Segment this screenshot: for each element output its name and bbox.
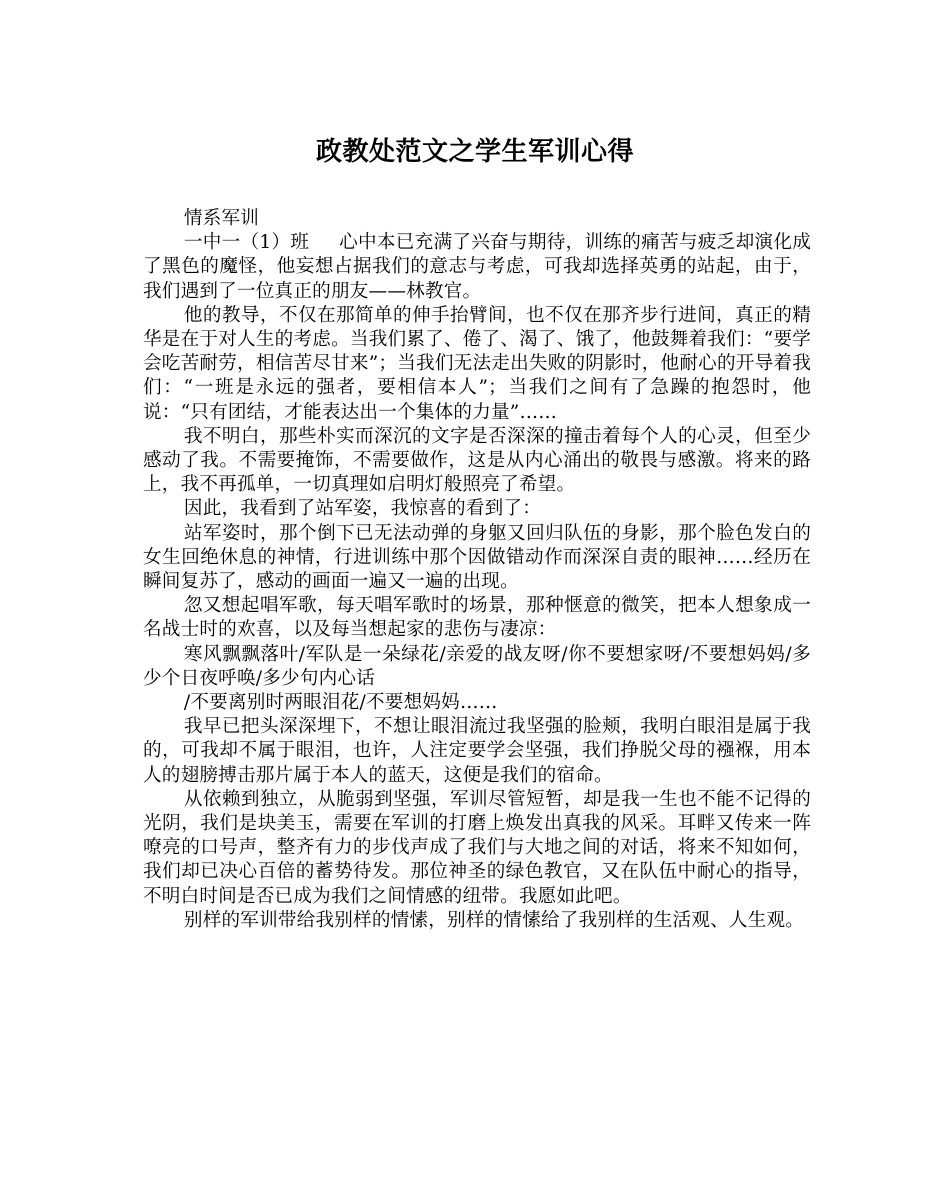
paragraph-8: 从依赖到独立，从脆弱到坚强，军训尽管短暂，却是我一生也不能不记得的光阴，我们是块美玉，需要在军训的打磨上焕发出真我的风采。耳畔又传来一阵嘹亮的口号声，整齐有力的步伐声成了我们与大地之间的对话，将来不知如何，我们却已决心百倍的蓄势待发。那位神圣的绿色教官，又在队伍中耐心的指导，不明白时间是否已成为我们之间情感的纽带。我愿如此吧。 (143, 788, 811, 907)
paragraph-4: 因此，我看到了站军姿，我惊喜的看到了： (183, 498, 541, 520)
paragraph-2: 他的教导，不仅在那简单的伸手抬臂间，也不仅在那齐步行进间，真正的精华是在于对人生的考虑。当我们累了、倦了、渴了、饿了，他鼓舞着我们：“要学会吃苦耐劳，相信苦尽甘来”；当我们无法走出失败的阴影时，他耐心的开导着我们：“一班是永远的强者，要相信本人”；当我们之间有了急躁的抱怨时，他说：“只有团结，才能表达出一个集体的力量”…… (143, 304, 811, 423)
song-lyrics-1: 寒风飘飘落叶/军队是一朵绿花/亲爱的战友呀/你不要想家呀/不要想妈妈/多少个日夜呼唤/多少句内心话 (143, 643, 811, 689)
paragraph-9: 别样的军训带给我别样的情愫，别样的情愫给了我别样的生活观、人生观。 (183, 909, 805, 931)
paragraph-1: 心中本已充满了兴奋与期待，训练的痛苦与疲乏却演化成了黑色的魔怪，他妄想占据我们的意志与考虑，可我却选择英勇的站起，由于，我们遇到了一位真正的朋友——林教官。 (143, 232, 811, 302)
paragraph-6: 忽又想起唱军歌，每天唱军歌时的场景，那种惬意的微笑，把本人想象成一名战士时的欢喜，以及每当想起家的悲伤与凄凉： (143, 595, 811, 641)
paragraph-intro (143, 231, 811, 304)
paragraph-7: 我早已把头深深埋下，不想让眼泪流过我坚强的脸颊，我明白眼泪是属于我的，可我却不属于眼泪，也许，人注定要学会坚强，我们挣脱父母的襁褓，用本人的翅膀搏击那片属于本人的蓝天，这便是我们的宿命。 (143, 716, 811, 786)
song-lyrics-2: /不要离别时两眼泪花/不要想妈妈…… (183, 692, 498, 714)
document-body (143, 207, 811, 933)
document-subtitle: 情系军训 (183, 208, 260, 229)
paragraph-3: 我不明白，那些朴实而深沉的文字是否深深的撞击着每个人的心灵，但至少感动了我。不需要掩饰，不需要做作，这是从内心涌出的敬畏与感激。将来的路上，我不再孤单，一切真理如启明灯般照亮了希望。 (143, 425, 811, 496)
class-label: 一中一（1）班 (183, 232, 310, 254)
document-title: 政教处范文之学生军训心得 (315, 137, 634, 167)
paragraph-5: 站军姿时，那个倒下已无法动弹的身躯又回归队伍的身影，那个脸色发白的女生回绝休息的神情，行进训练中那个因做错动作而深深自责的眼神……经历在瞬间复苏了，感动的画面一遍又一遍的出现。 (143, 522, 811, 593)
